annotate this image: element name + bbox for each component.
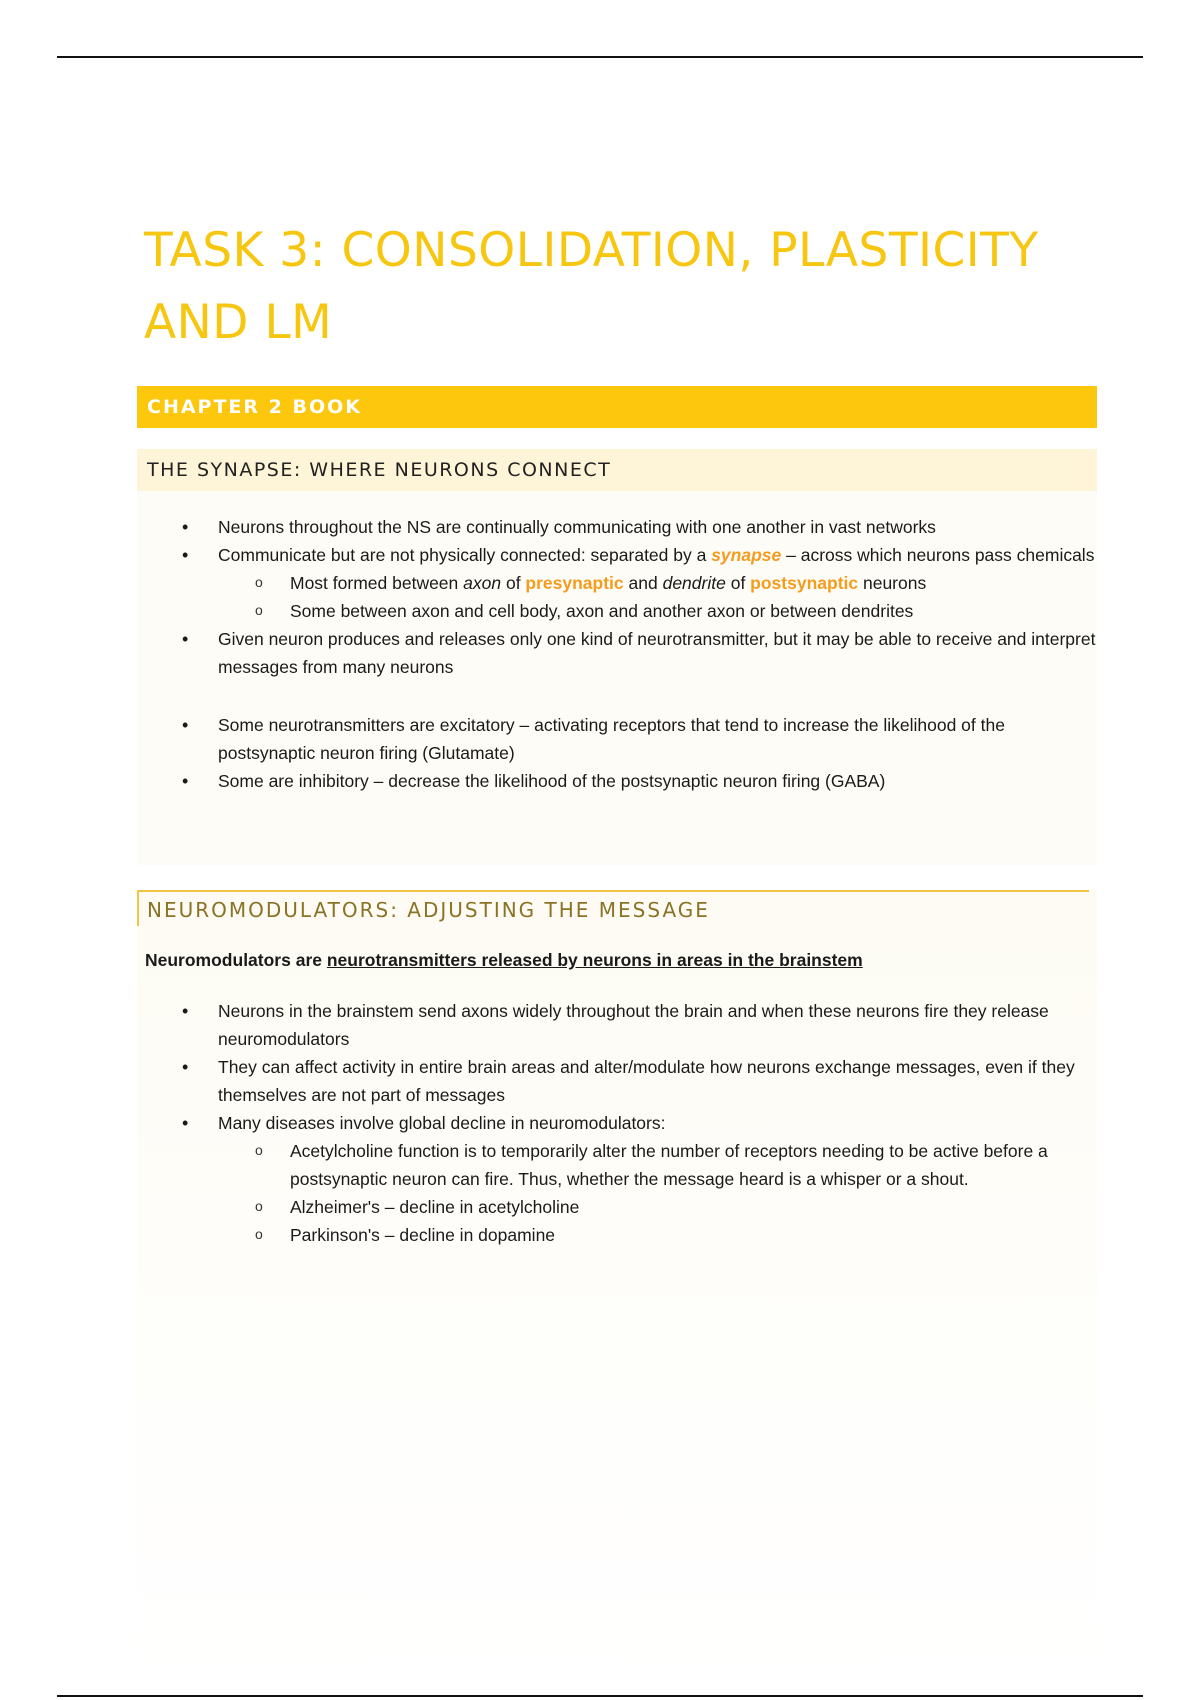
list-item: • Some neurotransmitters are excitatory – activating receptors that tend to increase the likelihood of the postsynaptic neuron firing (Glutamate): [0, 711, 1098, 767]
neuromodulator-bullet-list: [0, 997, 1200, 1249]
synapse-bullet-list: [0, 513, 1200, 795]
list-item: • Neurons in the brainstem send axons widely throughout the brain and when these neurons fire they release neuromodulators: [0, 997, 1098, 1053]
term-dendrite: dendrite: [662, 573, 726, 593]
sub-list-item: [0, 569, 1100, 597]
definition-line: [145, 946, 863, 974]
term-presynaptic: presynaptic: [525, 573, 624, 593]
text-segment: neurons: [858, 573, 927, 593]
chapter-heading: CHAPTER 2 BOOK: [137, 386, 1097, 428]
sub-list-item: o Parkinson's – decline in dopamine: [0, 1221, 1100, 1249]
term-axon: axon: [463, 573, 502, 593]
list-item: • Many diseases involve global decline in neuromodulators:: [0, 1109, 1098, 1137]
sub-list-item: o Alzheimer's – decline in acetylcholine: [0, 1193, 1100, 1221]
list-item: • Some are inhibitory – decrease the likelihood of the postsynaptic neuron firing (GABA): [0, 767, 1098, 795]
text-segment: Communicate but are not physically connected: separated by a: [218, 545, 712, 565]
spacer: [0, 681, 1200, 711]
list-item: • They can affect activity in entire brain areas and alter/modulate how neurons exchange messages, even if they themselves are not part of messages: [0, 1053, 1098, 1109]
term-postsynaptic: postsynaptic: [750, 573, 859, 593]
bottom-rule: [57, 1695, 1143, 1697]
text-segment: – across which neurons pass chemicals: [781, 545, 1095, 565]
term-synapse: synapse: [711, 545, 782, 565]
list-item: [0, 541, 1098, 569]
text-segment: Most formed between: [290, 573, 464, 593]
list-item: • Neurons throughout the NS are continually communicating with one another in vast networks: [0, 513, 1098, 541]
section-heading-neuromodulators: NEUROMODULATORS: ADJUSTING THE MESSAGE: [137, 890, 1089, 926]
top-rule: [57, 56, 1143, 58]
sub-list-item: o Acetylcholine function is to temporarily alter the number of receptors needing to be active before a postsynaptic neuron can fire. Thus, whether the message heard is a whisper or a shout.: [0, 1137, 1100, 1193]
page-title: TASK 3: CONSOLIDATION, PLASTICITY AND LM: [144, 223, 1039, 350]
text-segment: of: [725, 573, 751, 593]
text-segment: and: [623, 573, 663, 593]
definition-prefix: Neuromodulators are: [145, 950, 327, 970]
text-segment: of: [501, 573, 526, 593]
sub-list-item: o Some between axon and cell body, axon and another axon or between dendrites: [0, 597, 1100, 625]
list-item: • Given neuron produces and releases only one kind of neurotransmitter, but it may be able to receive and interpret messages from many neurons: [0, 625, 1098, 681]
section-heading-synapse: THE SYNAPSE: WHERE NEURONS CONNECT: [137, 449, 1097, 491]
definition-underlined: neurotransmitters released by neurons in areas in the brainstem: [326, 950, 863, 970]
